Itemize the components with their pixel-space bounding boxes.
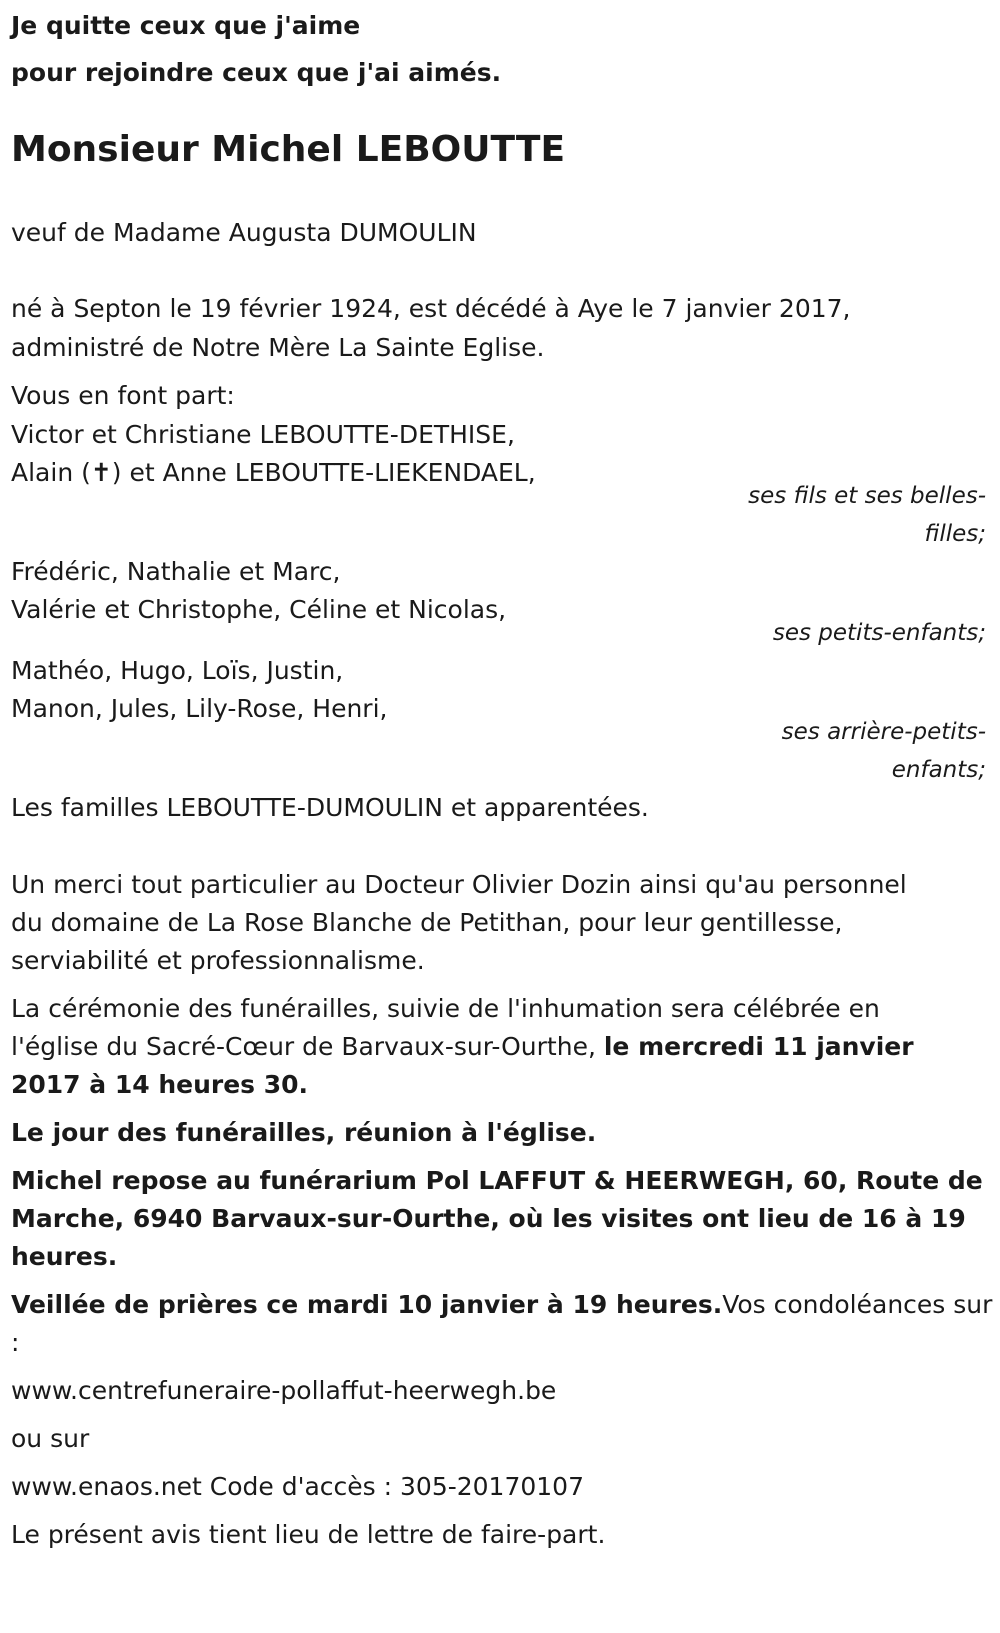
thanks-line-2: du domaine de La Rose Blanche de Petithan, pour leur gentillesse, [11,908,843,937]
spouse-line: veuf de Madame Augusta DUMOULIN [11,218,477,247]
or-on-text: ou sur [11,1424,90,1453]
website-1[interactable]: www.centrefuneraire-pollaffut-heerwegh.be [11,1376,557,1405]
birth-death-line-1: né à Septon le 19 février 1924, est décédé à Aye le 7 janvier 2017, [11,294,851,323]
great-grandchildren-relation-line-1: ses arrière-petits- [781,719,986,745]
grandchildren-line-2: Valérie et Christophe, Céline et Nicolas, [11,595,507,624]
epigraph-line-2: pour rejoindre ceux que j'ai aimés. [11,58,502,87]
children-line-1: Victor et Christiane LEBOUTTE-DETHISE, [11,420,515,449]
repose-line-1: Michel repose au funérarium Pol LAFFUT & HEERWEGH, 60, Route de [11,1166,983,1195]
ceremony-line-3: 2017 à 14 heures 30. [11,1070,309,1099]
great-grandchildren-relation-line-2: enfants; [891,757,986,783]
thanks-line-3: serviabilité et professionnalisme. [11,946,425,975]
ceremony-line-2 [11,1032,914,1062]
birth-death-line-2: administré de Notre Mère La Sainte Eglise. [11,333,545,362]
great-grandchildren-line-2: Manon, Jules, Lily-Rose, Henri, [11,694,388,723]
grandchildren-relation: ses petits-enfants; [772,620,986,646]
announce-intro: Vous en font part: [11,381,235,410]
epigraph-line-1: Je quitte ceux que j'aime [11,11,361,40]
repose-line-2: Marche, 6940 Barvaux-sur-Ourthe, où les visites ont lieu de 16 à 19 [11,1204,966,1233]
ceremony-date: le mercredi 11 janvier [603,1032,914,1061]
deceased-name: Monsieur Michel LEBOUTTE [11,129,566,170]
ceremony-line-1: La cérémonie des funérailles, suivie de l'inhumation sera célébrée en [11,994,880,1023]
great-grandchildren-line-1: Mathéo, Hugo, Loïs, Justin, [11,656,344,685]
vigil-text: Veillée de prières ce mardi 10 janvier à 19 heures. [11,1290,723,1319]
children-relation-line-1: ses fils et ses belles- [748,483,986,509]
children-relation-line-2: filles; [924,521,986,547]
closing-line: Le présent avis tient lieu de lettre de faire-part. [11,1520,606,1549]
vigil-line [11,1290,992,1320]
condolences-colon: : [11,1328,20,1357]
families-line: Les familles LEBOUTTE-DUMOULIN et apparentées. [11,793,649,822]
thanks-line-1: Un merci tout particulier au Docteur Olivier Dozin ainsi qu'au personnel [11,870,907,899]
meeting-line: Le jour des funérailles, réunion à l'église. [11,1118,597,1147]
ceremony-place: l'église du Sacré-Cœur de Barvaux-sur-Ourthe, [11,1032,604,1061]
children-line-2: Alain (✝) et Anne LEBOUTTE-LIEKENDAEL, [11,458,536,487]
repose-line-3: heures. [11,1242,118,1271]
website-2[interactable]: www.enaos.net Code d'accès : 305-20170107 [11,1472,584,1501]
grandchildren-line-1: Frédéric, Nathalie et Marc, [11,557,341,586]
condolences-text: Vos condoléances sur [722,1290,993,1319]
